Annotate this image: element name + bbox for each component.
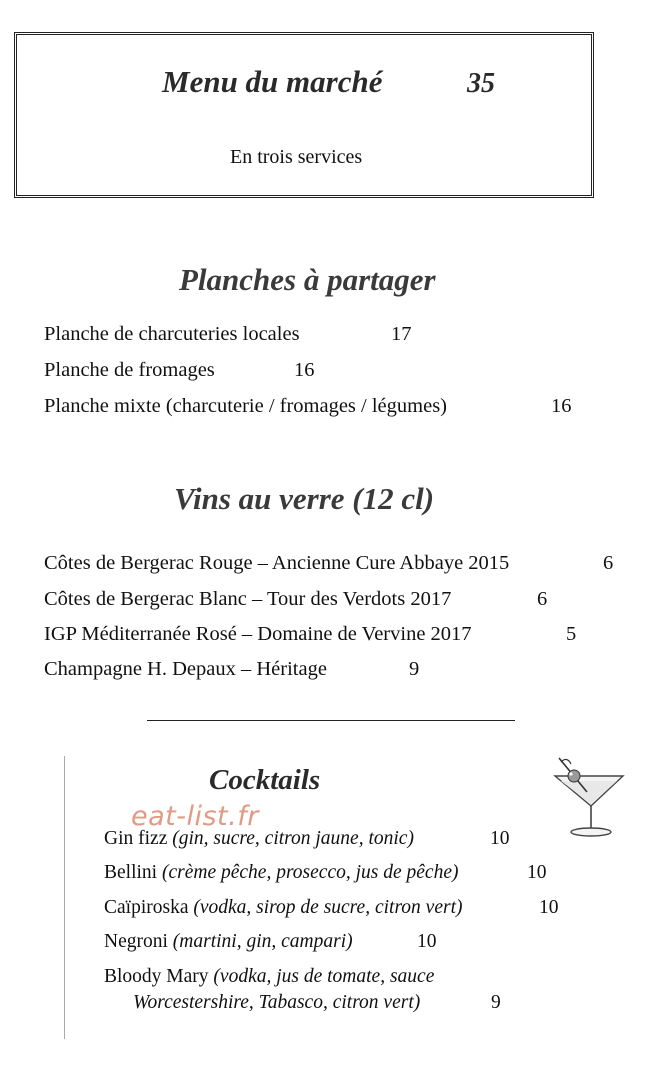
cocktail-item [104,931,353,953]
cocktail-name: Gin fizz [104,828,168,849]
vin-item-price: 9 [409,658,420,680]
cocktails-left-rule [64,756,65,1039]
cocktail-name: Negroni [104,931,168,952]
vin-item-name: Côtes de Bergerac Rouge – Ancienne Cure Abbaye 2015 [44,552,510,574]
cocktail-item-continuation [133,992,420,1014]
watermark: eat-list.fr [131,801,259,832]
cocktail-price: 10 [490,828,510,849]
vin-item-price: 6 [603,552,614,574]
planche-item-name: Planche de charcuteries locales [44,323,300,345]
cocktail-item [104,897,463,919]
cocktail-name: Bloody Mary [104,966,209,987]
menu-du-marche-title: Menu du marché [162,64,383,99]
cocktail-item [104,966,434,988]
martini-glass-icon [551,754,627,843]
cocktail-ingredients: (martini, gin, campari) [172,931,353,952]
menu-du-marche-box [14,32,594,198]
cocktails-section-title: Cocktails [209,764,321,796]
menu-du-marche-price: 35 [467,68,495,99]
cocktail-ingredients: (gin, sucre, citron jaune, tonic) [172,828,414,849]
cocktail-name: Caïpiroska [104,897,189,918]
cocktail-ingredients: (vodka, sirop de sucre, citron vert) [193,897,463,918]
vin-item-name: IGP Méditerranée Rosé – Domaine de Vervine 2017 [44,623,472,645]
cocktail-price: 10 [417,931,437,952]
cocktail-ingredients: (crème pêche, prosecco, jus de pêche) [161,862,459,883]
cocktail-item [104,862,458,884]
cocktail-ingredients: Worcestershire, Tabasco, citron vert) [133,992,421,1013]
vin-item-price: 6 [537,588,548,610]
planche-item-price: 17 [391,323,412,345]
vin-item-name: Champagne H. Depaux – Héritage [44,658,327,680]
vin-item-name: Côtes de Bergerac Blanc – Tour des Verdots 2017 [44,588,452,610]
cocktail-ingredients: (vodka, jus de tomate, sauce [213,966,435,987]
cocktail-item [104,828,414,850]
menu-du-marche-subtitle: En trois services [230,146,363,168]
cocktail-name: Bellini [104,862,158,883]
planche-item-price: 16 [294,359,315,381]
section-divider [147,720,515,721]
planche-item-price: 16 [551,395,572,417]
vin-item-price: 5 [566,623,577,645]
planches-section-title: Planches à partager [179,262,436,297]
cocktail-price: 10 [539,897,559,918]
cocktail-price: 10 [527,862,547,883]
cocktail-price: 9 [491,992,501,1013]
vins-section-title: Vins au verre (12 cl) [174,481,435,516]
planche-item-name: Planche de fromages [44,359,215,381]
planche-item-name: Planche mixte (charcuterie / fromages / légumes) [44,395,448,417]
